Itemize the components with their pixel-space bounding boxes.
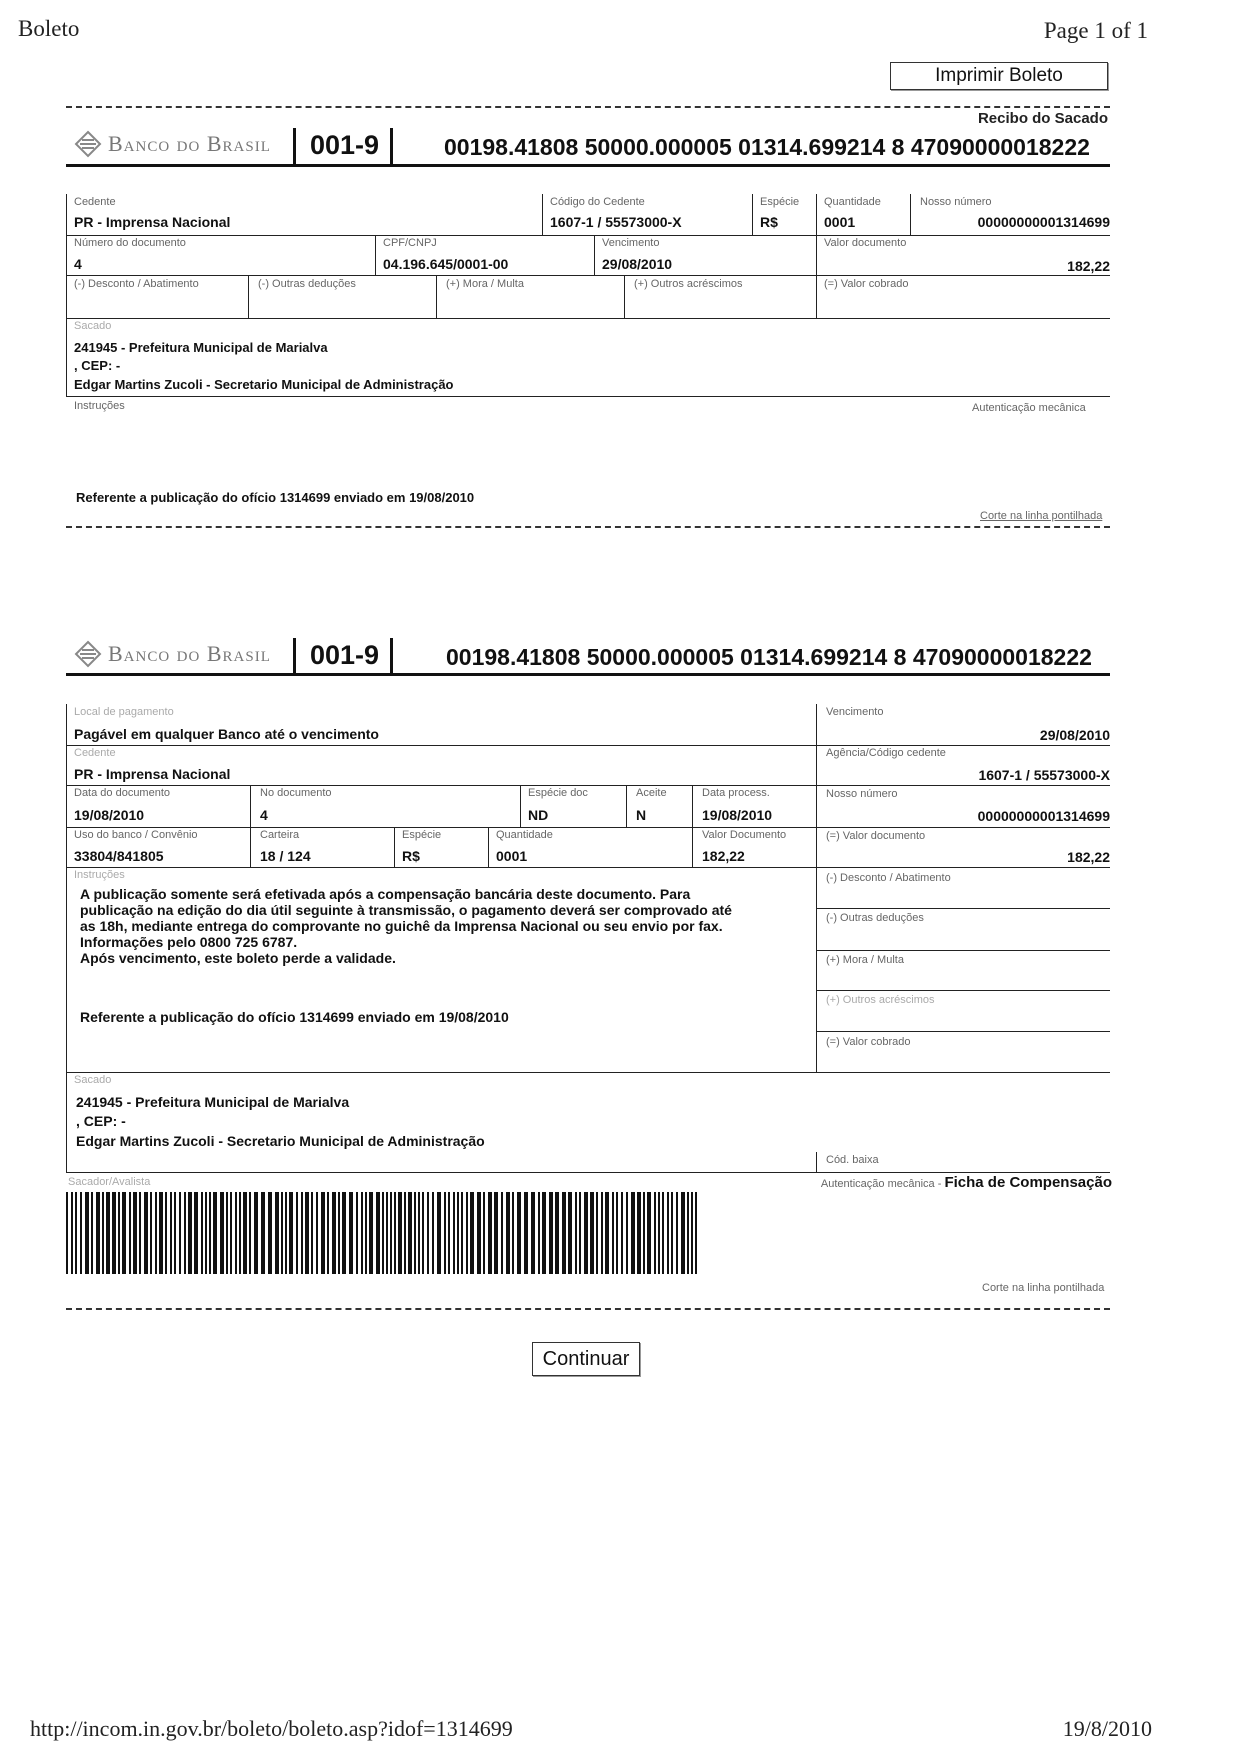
ficha-outras-deducoes-label: (-) Outras deduções — [826, 912, 924, 924]
aceite-label: Aceite — [636, 787, 667, 799]
divider — [390, 128, 393, 166]
especie-doc-value: ND — [528, 807, 549, 823]
ficha-outros-acrescimos-label: (+) Outros acréscimos — [826, 994, 935, 1006]
page-header-title: Boleto — [18, 16, 80, 41]
quantidade-value: 0001 — [824, 214, 856, 230]
divider — [520, 785, 521, 827]
ficha-compensacao-title: Ficha de Compensação — [944, 1174, 1112, 1191]
continue-button[interactable]: Continuar — [532, 1342, 640, 1376]
carteira-label: Carteira — [260, 829, 300, 841]
print-button[interactable]: Imprimir Boleto — [890, 62, 1108, 90]
divider — [542, 194, 543, 236]
bank-name: Banco do Brasil — [108, 641, 271, 666]
data-doc-label: Data do documento — [74, 787, 171, 799]
bank-logo-icon — [74, 130, 102, 158]
corte-label: Corte na linha pontilhada — [980, 510, 1103, 522]
ficha-cedente-value: PR - Imprensa Nacional — [74, 766, 231, 782]
ficha-quantidade-value: 0001 — [496, 848, 528, 864]
data-doc-value: 19/08/2010 — [74, 807, 145, 823]
divider — [66, 1072, 1110, 1073]
especie-label: Espécie — [760, 196, 800, 208]
outras-deducoes-label: (-) Outras deduções — [258, 278, 356, 290]
cod-baixa-label: Cód. baixa — [826, 1154, 879, 1166]
ficha-sacado-line2: , CEP: - — [76, 1113, 126, 1129]
top-dashed-line — [66, 106, 1110, 108]
divider — [66, 194, 67, 318]
ficha-instrucoes: A publicação somente será efetivada após a compensação bancária deste documento. Para publicação na edição do dia útil seguinte à transmissão, o pagamento deverá ser comprovado até as 18h, mediante entrega do comprovante no guichê da Imprensa Nacional ou seu envio por fax. Informações pelo 0800 725 6787. Após vencimento, este boleto perde a validade. — [80, 886, 732, 966]
bank-logo — [74, 130, 271, 158]
divider — [66, 1072, 67, 1172]
sacador-label: Sacador/Avalista — [68, 1176, 151, 1188]
desconto-label: (-) Desconto / Abatimento — [74, 278, 199, 290]
digitable-line: 00198.41808 50000.000005 01314.699214 8 47090000018222 — [446, 644, 1092, 670]
quantidade-label: Quantidade — [824, 196, 881, 208]
cpf-value: 04.196.645/0001-00 — [383, 256, 509, 272]
divider — [816, 194, 817, 318]
ficha-sacado-line1: 241945 - Prefeitura Municipal de Marialva — [76, 1094, 350, 1110]
ficha-valor-doc-label: (=) Valor documento — [826, 830, 926, 842]
no-doc-label: No documento — [260, 787, 332, 799]
num-doc-label: Número do documento — [74, 237, 186, 249]
nosso-numero-value: 00000000001314699 — [977, 214, 1110, 230]
divider — [816, 1152, 817, 1172]
divider — [816, 990, 1110, 991]
divider — [66, 164, 1110, 167]
sacado-label: Sacado — [74, 320, 112, 332]
codigo-cedente-label: Código do Cedente — [550, 196, 645, 208]
ficha-especie-value: R$ — [402, 848, 420, 864]
divider — [66, 745, 1110, 746]
bottom-cut-line — [66, 1308, 1110, 1310]
footer-date: 19/8/2010 — [1062, 1716, 1152, 1741]
divider — [66, 704, 67, 1072]
divider — [394, 827, 395, 867]
divider — [66, 785, 1110, 786]
receipt-referente: Referente a publicação do ofício 1314699 enviado em 19/08/2010 — [76, 490, 475, 505]
local-value: Pagável em qualquer Banco até o vencimento — [74, 726, 379, 742]
especie-doc-label: Espécie doc — [528, 787, 588, 799]
divider — [66, 827, 1110, 828]
vencimento-value: 29/08/2010 — [602, 256, 673, 272]
aceite-value: N — [636, 807, 647, 823]
divider — [66, 275, 1110, 276]
cedente-label: Cedente — [74, 196, 116, 208]
page-number: Page 1 of 1 — [1043, 18, 1148, 43]
num-doc-value: 4 — [74, 256, 82, 272]
ficha-nosso-numero-value: 00000000001314699 — [977, 808, 1110, 824]
ficha-nosso-numero-label: Nosso número — [826, 788, 898, 800]
bank-name: Banco do Brasil — [108, 131, 271, 156]
uso-banco-value: 33804/841805 — [74, 848, 164, 864]
divider — [816, 1031, 1110, 1032]
no-doc-value: 4 — [260, 807, 268, 823]
uso-banco-label: Uso do banco / Convênio — [74, 829, 198, 841]
divider — [816, 950, 1110, 951]
divider — [375, 235, 376, 275]
receipt-title: Recibo do Sacado — [977, 110, 1108, 127]
ficha-corte-label: Corte na linha pontilhada — [982, 1282, 1105, 1294]
valor-documento-value: 182,22 — [702, 848, 745, 864]
ficha-compensacao-header — [821, 1174, 1112, 1192]
divider — [624, 275, 625, 318]
divider — [816, 704, 817, 1072]
divider — [293, 638, 296, 676]
agencia-label: Agência/Código cedente — [826, 747, 946, 759]
divider — [66, 235, 1110, 236]
divider — [816, 908, 1110, 909]
local-label: Local de pagamento — [74, 706, 174, 718]
digitable-line: 00198.41808 50000.000005 01314.699214 8 47090000018222 — [444, 134, 1090, 160]
especie-value: R$ — [760, 214, 778, 230]
ficha-mora-label: (+) Mora / Multa — [826, 954, 904, 966]
valor-documento-label: Valor Documento — [702, 829, 787, 841]
instrucoes-label: Instruções — [74, 400, 125, 412]
divider — [626, 785, 627, 827]
autenticacao-label: Autenticação mecânica — [972, 402, 1086, 414]
ficha-sacado-label: Sacado — [74, 1074, 112, 1086]
ficha-sacado-line3: Edgar Martins Zucoli - Secretario Municipal de Administração — [76, 1133, 485, 1149]
valor-doc-label: Valor documento — [824, 237, 907, 249]
divider — [692, 785, 693, 867]
data-process-label: Data process. — [702, 787, 770, 799]
divider — [66, 318, 1110, 319]
ficha-quantidade-label: Quantidade — [496, 829, 553, 841]
ficha-referente: Referente a publicação do ofício 1314699 enviado em 19/08/2010 — [80, 1009, 509, 1025]
footer-url: http://incom.in.gov.br/boleto/boleto.asp?idof=1314699 — [30, 1716, 513, 1741]
sacado-line1: 241945 - Prefeitura Municipal de Marialva — [74, 340, 328, 355]
valor-doc-value: 182,22 — [1067, 258, 1110, 274]
ficha-desconto-label: (-) Desconto / Abatimento — [826, 872, 951, 884]
ficha-vencimento-value: 29/08/2010 — [1039, 727, 1110, 743]
divider — [66, 867, 1110, 868]
divider — [594, 235, 595, 275]
cpf-label: CPF/CNPJ — [383, 237, 437, 249]
ficha-instrucoes-label: Instruções — [74, 869, 125, 881]
mora-label: (+) Mora / Multa — [446, 278, 524, 290]
divider — [293, 128, 296, 166]
carteira-value: 18 / 124 — [260, 848, 311, 864]
ficha-valor-cobrado-label: (=) Valor cobrado — [826, 1036, 911, 1048]
divider — [488, 827, 489, 867]
outros-acrescimos-label: (+) Outros acréscimos — [634, 278, 743, 290]
barcode — [66, 1192, 702, 1274]
cut-line — [66, 526, 1110, 528]
sacado-line3: Edgar Martins Zucoli - Secretario Municipal de Administração — [74, 377, 454, 392]
agencia-value: 1607-1 / 55573000-X — [978, 767, 1110, 783]
sacado-line2: , CEP: - — [74, 358, 121, 373]
bank-logo — [74, 640, 271, 668]
ficha-especie-label: Espécie — [402, 829, 442, 841]
ficha-valor-doc-value: 182,22 — [1067, 849, 1110, 865]
cedente-value: PR - Imprensa Nacional — [74, 214, 231, 230]
codigo-cedente-value: 1607-1 / 55573000-X — [550, 214, 682, 230]
ficha-cedente-label: Cedente — [74, 747, 116, 759]
divider — [752, 194, 753, 236]
bank-code: 001-9 — [310, 640, 380, 670]
vencimento-label: Vencimento — [602, 237, 660, 249]
divider — [436, 275, 437, 318]
ficha-vencimento-label: Vencimento — [826, 706, 884, 718]
divider — [66, 1172, 1110, 1173]
bank-logo-icon — [74, 640, 102, 668]
divider — [66, 318, 67, 396]
valor-cobrado-label: (=) Valor cobrado — [824, 278, 909, 290]
data-process-value: 19/08/2010 — [702, 807, 773, 823]
divider — [910, 194, 911, 236]
divider — [66, 396, 1110, 397]
nosso-numero-label: Nosso número — [920, 196, 992, 208]
divider — [390, 638, 393, 676]
divider — [248, 275, 249, 318]
divider — [250, 785, 251, 867]
ficha-autenticacao-label: Autenticação mecânica - — [820, 1178, 945, 1190]
divider — [66, 673, 1110, 676]
bank-code: 001-9 — [310, 130, 380, 160]
